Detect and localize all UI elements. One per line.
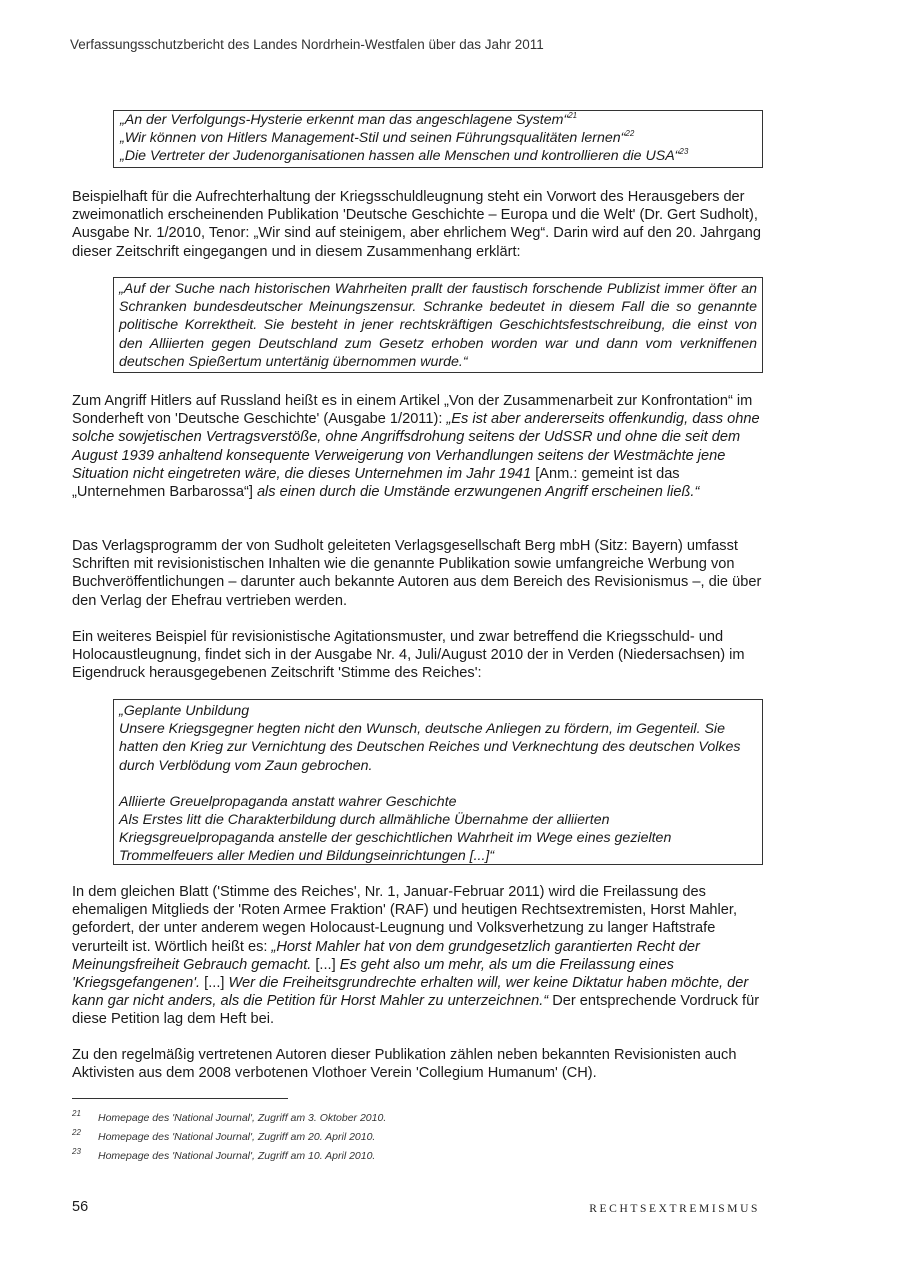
quote-text: Als Erstes litt die Charakterbildung durch allmähliche Übernahme der alliierten Kriegsgreuelpropaganda anstelle der geschichtlichen Wahrheit im Wege eines gezielten Trommelfeuers aller Medien und Bildungseinrichtungen [...]“	[119, 812, 672, 865]
paragraph-2: Zum Angriff Hitlers auf Russland heißt es in einem Artikel „Von der Zusammenarbeit zur Konfrontation“ im Sonderheft von 'Deutsche Geschichte' (Ausgabe 1/2011): „Es ist aber andererseits offenkundig, dass ohne solche sowjetischen Vertragsverstöße, ohne Angriffsdrohung seitens der UdSSR und ohne die seit dem August 1939 anhaltend konsequente Verweigerung von Verhandlungen seitens der Westmächte jene Situation nicht eingetreten wäre, die dieses Unternehmen im Jahr 1941 [Anm.: gemeint ist das „Unternehmen Barbarossa“] als einen durch die Umstände erzwungenen Angriff erscheinen ließ.“	[72, 393, 760, 501]
footnote-number: 22	[72, 1128, 81, 1137]
running-header: Verfassungsschutzbericht des Landes Nordrhein-Westfalen über das Jahr 2011	[70, 37, 544, 52]
quote-box-deutsche-geschichte	[113, 277, 763, 373]
quote-heading: „Geplante Unbildung	[119, 703, 250, 719]
footnote-ref: 23	[679, 147, 689, 156]
footnote-separator	[72, 1098, 288, 1099]
footnote-number: 21	[72, 1109, 81, 1118]
section-label: RECHTSEXTREMISMUS	[589, 1203, 760, 1215]
paragraph-4: Ein weiteres Beispiel für revisionistische Agitationsmuster, und zwar betreffend die Kriegsschuld- und Holocaustleugnung, findet sich in der Ausgabe Nr. 4, Juli/August 2010 der in Verden (Niedersachsen) im Eigendruck herausgegebenen Zeitschrift 'Stimme des Reiches':	[72, 629, 745, 682]
footnote-ref: 21	[568, 111, 578, 120]
footnote-number: 23	[72, 1147, 81, 1156]
paragraph-3: Das Verlagsprogramm der von Sudholt geleiteten Verlagsgesellschaft Berg mbH (Sitz: Bayern) umfasst Schriften mit revisionistischen Inhalten wie die genannte Publikation sowie umfangreiche Werbung von Buchveröffentlichungen – darunter auch bekannte Autoren aus dem Bereich des Revisionismus –, die über den Verlag der Ehefrau vertrieben werden.	[72, 538, 762, 609]
footnote-text: Homepage des 'National Journal', Zugriff am 3. Oktober 2010.	[98, 1112, 387, 1124]
quote-line: „Die Vertreter der Judenorganisationen hassen alle Menschen und kontrollieren die USA“$^{23}$	[120, 147, 689, 164]
quote-line: „An der Verfolgungs-Hysterie erkennt man das angeschlagene System“$^{21}$	[120, 111, 578, 128]
paragraph-5: In dem gleichen Blatt ('Stimme des Reiches', Nr. 1, Januar-Februar 2011) wird die Freilassung des ehemaligen Mitglieds der 'Roten Armee Fraktion' (RAF) und heutigen Rechtsextremisten, Horst Mahler, gefordert, der unter anderem wegen Holocaust-Leugnung und Volksverhetzung zu langer Haftstrafe verurteilt ist. Wörtlich heißt es: „Horst Mahler hat von dem grundgesetzlich garantierten Recht der Meinungsfreiheit Gebrauch gemacht. [...] Es geht also um mehr, als um die Freilassung eines 'Kriegsgefangenen'. [...] Wer die Freiheitsgrundrechte erhalten will, wer keine Diktatur haben möchte, der kann gar nicht anders, als die Petition für Horst Mahler zu unterzeichnen.“ Der entsprechende Vordruck für diese Petition lag dem Heft bei.	[72, 884, 760, 1028]
quote-box-stimme-des-reiches	[113, 699, 763, 865]
page-number: 56	[72, 1199, 89, 1215]
paragraph-1: Beispielhaft für die Aufrechterhaltung der Kriegsschuldleugnung steht ein Vorwort des Herausgebers der zweimonatlich erscheinenden Publikation 'Deutsche Geschichte – Europa und die Welt' (Dr. Gert Sudholt), Ausgabe Nr. 1/2010, Tenor: „Wir sind auf steinigem, aber ehrlichem Weg“. Darin wird auf den 20. Jahrgang dieser Zeitschrift eingegangen und in diesem Zusammenhang erklärt:	[72, 189, 761, 260]
quote-line: „Wir können von Hitlers Management-Stil und seinen Führungsqualitäten lernen“$^{22}$	[120, 129, 635, 146]
quote-text: „Auf der Suche nach historischen Wahrheiten prallt der faustisch forschende Publizist immer öfter an Schranken bundesdeutscher Meinungszensur. Schranke bedeutet in diesem Fall die so genannte politische Korrektheit. Sie besteht in jener rechtskräftigen Geschichtsfestschreibung, die einst von den Alliierten gegen Deutschland zum Gesetz erhoben worden war und dann vom verkniffenen deutschen Spießertum untertänig übernommen wurde.“	[119, 281, 757, 370]
quote-box-national-journal	[113, 110, 763, 168]
footnote-ref: 22	[625, 129, 635, 138]
footnote-text: Homepage des 'National Journal', Zugriff am 10. April 2010.	[98, 1150, 376, 1162]
quote-text: Unsere Kriegsgegner hegten nicht den Wunsch, deutsche Anliegen zu fördern, im Gegenteil. Sie hatten den Krieg zur Vernichtung des Deutschen Reiches und Verknechtung des deutschen Volkes durch Verblödung vom Zaun gebrochen.	[119, 721, 741, 774]
footnote-text: Homepage des 'National Journal', Zugriff am 20. April 2010.	[98, 1131, 376, 1143]
quote-heading: Alliierte Greuelpropaganda anstatt wahrer Geschichte	[119, 793, 457, 810]
paragraph-6: Zu den regelmäßig vertretenen Autoren dieser Publikation zählen neben bekannten Revisionisten auch Aktivisten aus dem 2008 verbotenen Vlothoer Verein 'Collegium Humanum' (CH).	[72, 1047, 737, 1082]
